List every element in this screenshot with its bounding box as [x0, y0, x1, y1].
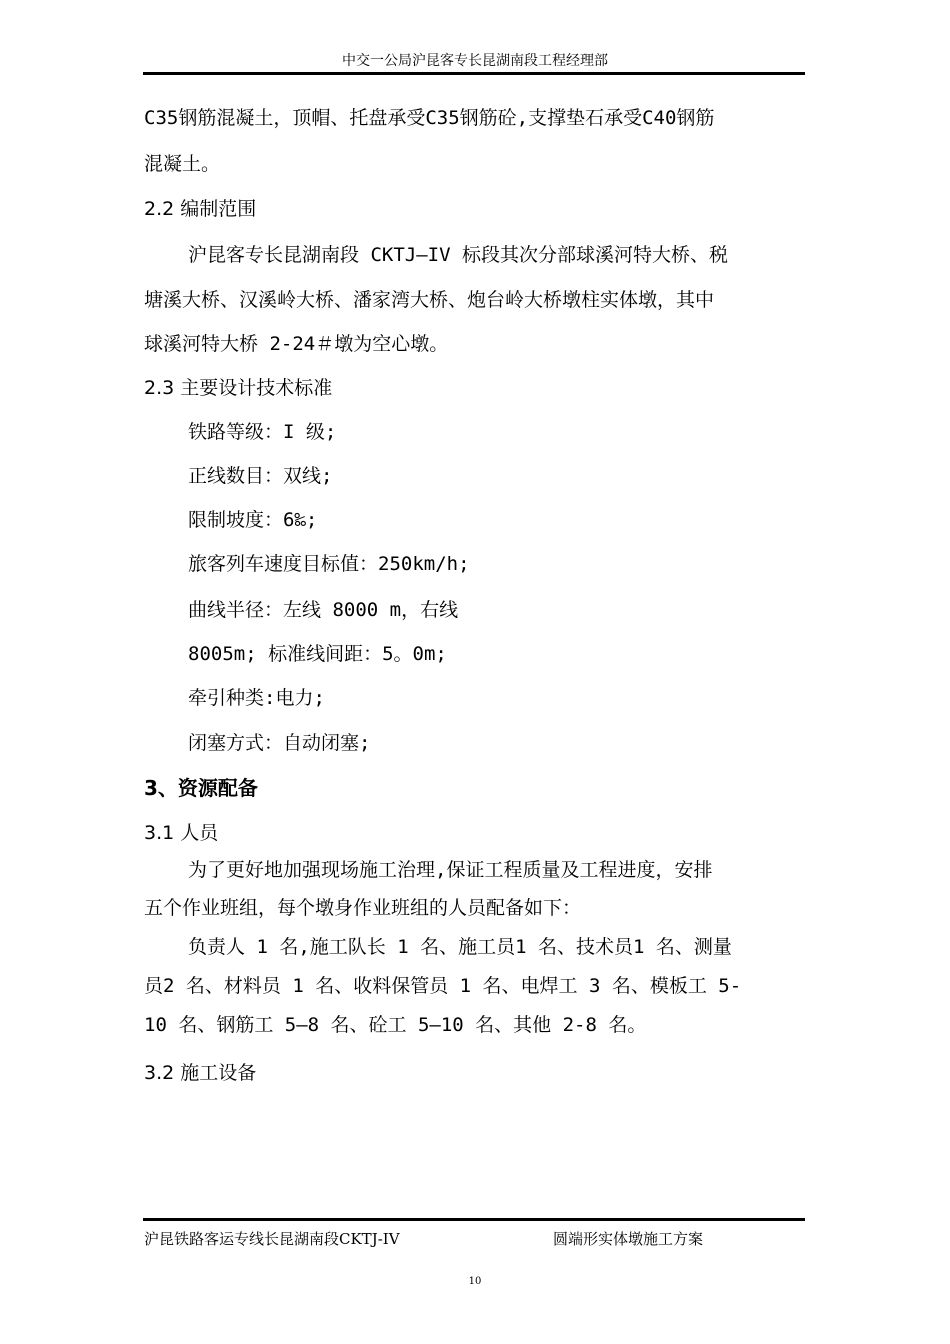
- standard-item: 曲线半径：左线 8000 m，右线: [188, 599, 459, 621]
- paragraph-line: 混凝土。: [144, 153, 221, 175]
- section-heading-3-1: 3.1 人员: [144, 822, 219, 844]
- section-heading-3: 3、资源配备: [144, 776, 258, 800]
- header-rule: [143, 72, 805, 75]
- paragraph-line: 塘溪大桥、汉溪岭大桥、潘家湾大桥、炮台岭大桥墩柱实体墩，其中: [144, 289, 715, 311]
- standard-item: 闭塞方式：自动闭塞;: [188, 732, 371, 754]
- footer-rule: [143, 1218, 805, 1221]
- paragraph-line: 五个作业班组，每个墩身作业班组的人员配备如下：: [144, 897, 582, 919]
- footer-right: 圆端形实体墩施工方案: [553, 1230, 704, 1248]
- paragraph-line: 沪昆客专长昆湖南段 CKTJ—IV 标段其次分部球溪河特大桥、税: [188, 244, 728, 266]
- standard-item: 限制坡度：6‰;: [188, 509, 318, 531]
- paragraph-line: 10 名、钢筋工 5—8 名、砼工 5—10 名、其他 2-8 名。: [144, 1014, 647, 1036]
- footer-left: 沪昆铁路客运专线长昆湖南段CKTJ-IV: [144, 1230, 400, 1248]
- standard-item: 旅客列车速度目标值：250km/h;: [188, 553, 470, 575]
- standard-item: 8005m; 标准线间距：5。0m;: [188, 643, 447, 665]
- paragraph-line: 球溪河特大桥 2-24＃墩为空心墩。: [144, 333, 449, 355]
- header-title: 中交一公局沪昆客专长昆湖南段工程经理部: [342, 53, 608, 69]
- paragraph-line: 员2 名、材料员 1 名、收料保管员 1 名、电焊工 3 名、模板工 5-: [144, 975, 742, 997]
- standard-item: 正线数目：双线;: [188, 465, 333, 487]
- standard-item: 牵引种类:电力;: [188, 687, 325, 709]
- section-heading-3-2: 3.2 施工设备: [144, 1062, 257, 1084]
- paragraph-line: C35钢筋混凝土，顶帽、托盘承受C35钢筋砼,支撑垫石承受C40钢筋: [144, 107, 715, 129]
- paragraph-line: 负责人 1 名,施工队长 1 名、施工员1 名、技术员1 名、测量: [188, 936, 732, 958]
- paragraph-line: 为了更好地加强现场施工治理,保证工程质量及工程进度，安排: [188, 859, 713, 881]
- section-heading-2-2: 2.2 编制范围: [144, 198, 257, 220]
- section-heading-2-3: 2.3 主要设计技术标准: [144, 377, 333, 399]
- standard-item: 铁路等级：I 级;: [188, 421, 337, 443]
- page-number: 10: [468, 1276, 482, 1287]
